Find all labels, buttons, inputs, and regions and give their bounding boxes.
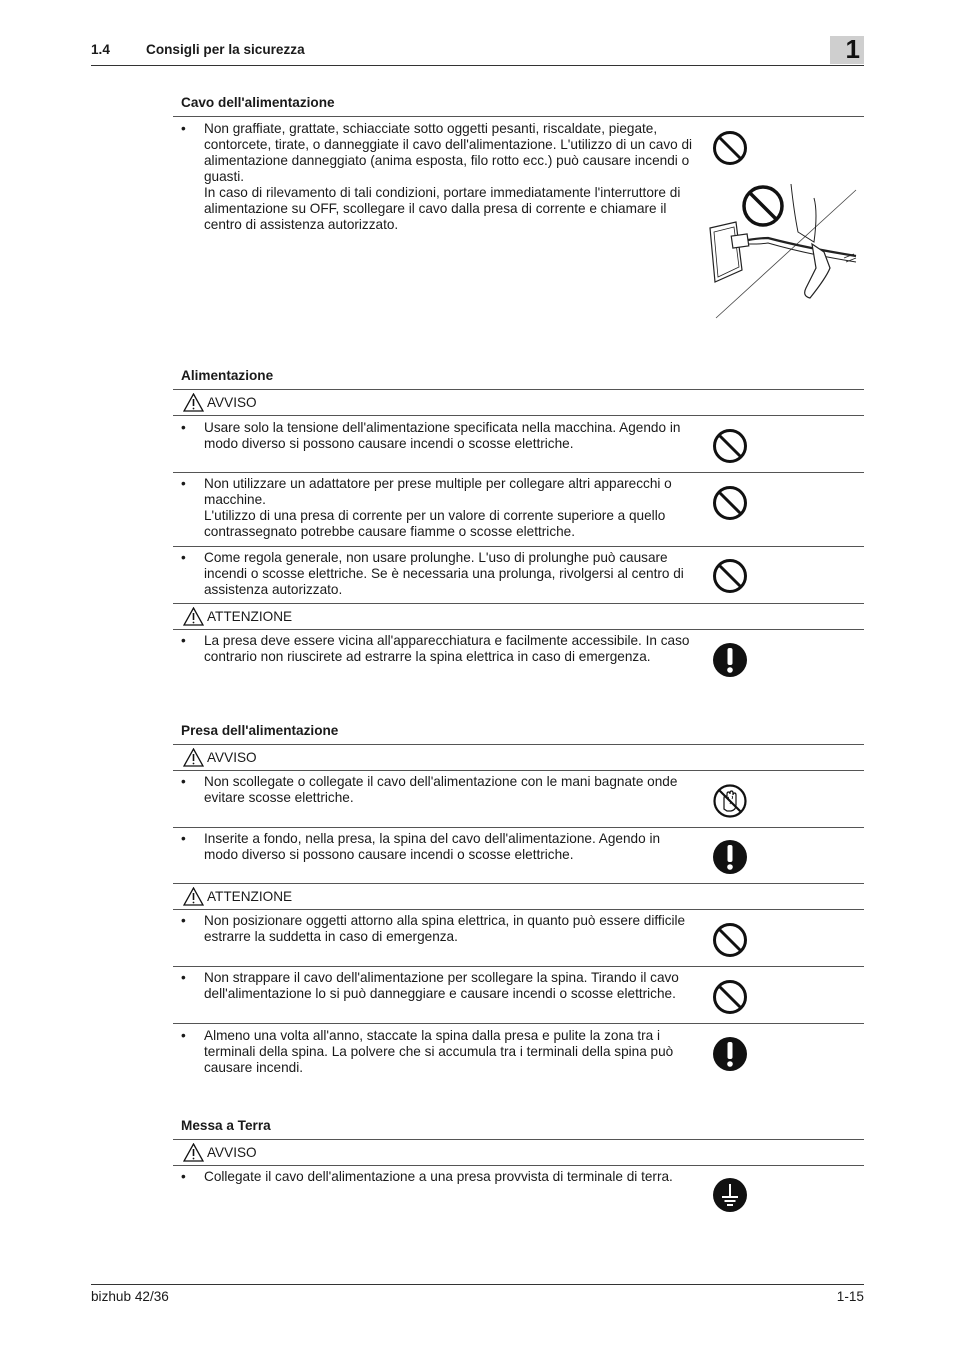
divider [173, 744, 864, 745]
divider [173, 966, 864, 967]
bullet: • [181, 121, 186, 136]
prohibition-icon [712, 979, 748, 1015]
no-wet-hands-icon [712, 783, 748, 819]
chapter-tab [830, 36, 864, 64]
caution-label-text: ATTENZIONE [207, 889, 293, 904]
divider [173, 116, 864, 117]
prohibition-icon [712, 428, 748, 464]
divider [173, 629, 864, 630]
bullet: • [181, 476, 186, 491]
item-text: Almeno una volta all'anno, staccate la spina dalla presa e pulite la zona tra i terminali della spina. La polvere che si accumula tra i terminali della spina può causare incendi. [204, 1028, 674, 1075]
power-cord-illustration-icon [706, 182, 858, 320]
bullet: • [181, 1028, 186, 1043]
list-item [181, 913, 693, 945]
divider [173, 1165, 864, 1166]
list-item [181, 550, 693, 598]
list-item [181, 633, 693, 665]
warning-label-text: AVVISO [207, 750, 257, 765]
warning-triangle-icon [183, 887, 204, 906]
section-heading-grounding: Messa a Terra [181, 1118, 271, 1133]
item-text: Non utilizzare un adattatore per prese multiple per collegare altri apparecchi o macchine. [204, 476, 672, 507]
caution-label [183, 607, 292, 626]
warning-triangle-icon [183, 393, 204, 412]
item-text: Usare solo la tensione dell'alimentazione specificata nella macchina. Agendo in modo diverso si possono causare incendi o scosse elettriche. [204, 420, 681, 451]
divider [173, 827, 864, 828]
item-text: Collegate il cavo dell'alimentazione a una presa provvista di terminale di terra. [204, 1169, 673, 1184]
caution-label-text: ATTENZIONE [207, 609, 293, 624]
item-text: Come regola generale, non usare prolunghe. L'uso di prolunghe può causare incendi o scosse elettriche. Se è necessaria una prolunga, rivolgersi al centro di assistenza autorizzato. [204, 550, 684, 597]
warning-label [183, 393, 257, 412]
divider [173, 1139, 864, 1140]
divider [173, 770, 864, 771]
list-item [181, 970, 693, 1002]
bullet: • [181, 913, 186, 928]
prohibition-icon [712, 485, 748, 521]
item-text: Non posizionare oggetti attorno alla spina elettrica, in quanto può essere difficile estrarre la suddetta in caso di emergenza. [204, 913, 686, 944]
section-heading-power-cord: Cavo dell'alimentazione [181, 95, 335, 110]
warning-triangle-icon [183, 1143, 204, 1162]
bullet: • [181, 420, 186, 435]
section-title: Consigli per la sicurezza [146, 42, 305, 57]
ground-icon [712, 1177, 748, 1213]
item-text: In caso di rilevamento di tali condizioni, portare immediatamente l'interruttore di alimentazione su OFF, scollegare il cavo dalla presa di corrente e chiamare il centro di assistenza autorizzato. [204, 185, 681, 232]
item-text: Non strappare il cavo dell'alimentazione per scollegare la spina. Tirando il cavo dell'alimentazione lo si può danneggiare e causare incendi o scosse elettriche. [204, 970, 679, 1001]
bullet: • [181, 1169, 186, 1184]
bullet: • [181, 550, 186, 565]
item-text: La presa deve essere vicina all'apparecchiatura e facilmente accessibile. In caso contrario non riuscirete ad estrarre la spina elettrica in caso di emergenza. [204, 633, 690, 664]
section-heading-power-supply: Alimentazione [181, 368, 274, 383]
list-item [181, 1169, 693, 1185]
item-text: Inserite a fondo, nella presa, la spina del cavo dell'alimentazione. Agendo in modo diverso si possono causare incendi o scosse elettriche. [204, 831, 661, 862]
section-number: 1.4 [91, 42, 110, 57]
page-header [91, 34, 864, 66]
item-text: L'utilizzo di una presa di corrente per un valore di corrente superiore a quello contrassegnato potrebbe causare fiamme o scosse elettriche. [204, 508, 666, 539]
warning-label [183, 748, 257, 767]
warning-label-text: AVVISO [207, 395, 257, 410]
item-text: Non scollegate o collegate il cavo dell'alimentazione con le mani bagnate onde evitare scosse elettriche. [204, 774, 678, 805]
page-footer [91, 1284, 864, 1304]
list-item [181, 1028, 693, 1076]
footer-model: bizhub 42/36 [91, 1289, 169, 1304]
list-item [181, 831, 693, 863]
warning-triangle-icon [183, 748, 204, 767]
bullet: • [181, 633, 186, 648]
bullet: • [181, 970, 186, 985]
list-item [181, 121, 693, 233]
divider [173, 546, 864, 547]
bullet: • [181, 831, 186, 846]
list-item [181, 774, 693, 806]
divider [173, 415, 864, 416]
item-text: Non graffiate, grattate, schiacciate sotto oggetti pesanti, riscaldate, piegate, contorcete, tirate, o danneggiate il cavo dell'alimentazione. L'utilizzo di un cavo di alimentazione danneggiato (anima esposta, filo rotto ecc.) può causare incendi o guasti. [204, 121, 693, 184]
list-item [181, 420, 693, 452]
mandatory-icon [712, 642, 748, 678]
divider [173, 389, 864, 390]
divider [173, 1023, 864, 1024]
prohibition-icon [712, 922, 748, 958]
caution-label [183, 887, 292, 906]
divider [173, 603, 864, 604]
divider [173, 883, 864, 884]
chapter-number: 1 [845, 34, 860, 64]
section-heading-power-plug: Presa dell'alimentazione [181, 723, 339, 738]
prohibition-icon [712, 558, 748, 594]
prohibition-icon [712, 130, 748, 166]
list-item [181, 476, 693, 540]
divider [173, 909, 864, 910]
mandatory-icon [712, 839, 748, 875]
page-number: 1-15 [836, 1289, 864, 1304]
divider [173, 472, 864, 473]
warning-triangle-icon [183, 607, 204, 626]
bullet: • [181, 774, 186, 789]
warning-label-text: AVVISO [207, 1145, 257, 1160]
warning-label [183, 1143, 257, 1162]
mandatory-icon [712, 1036, 748, 1072]
